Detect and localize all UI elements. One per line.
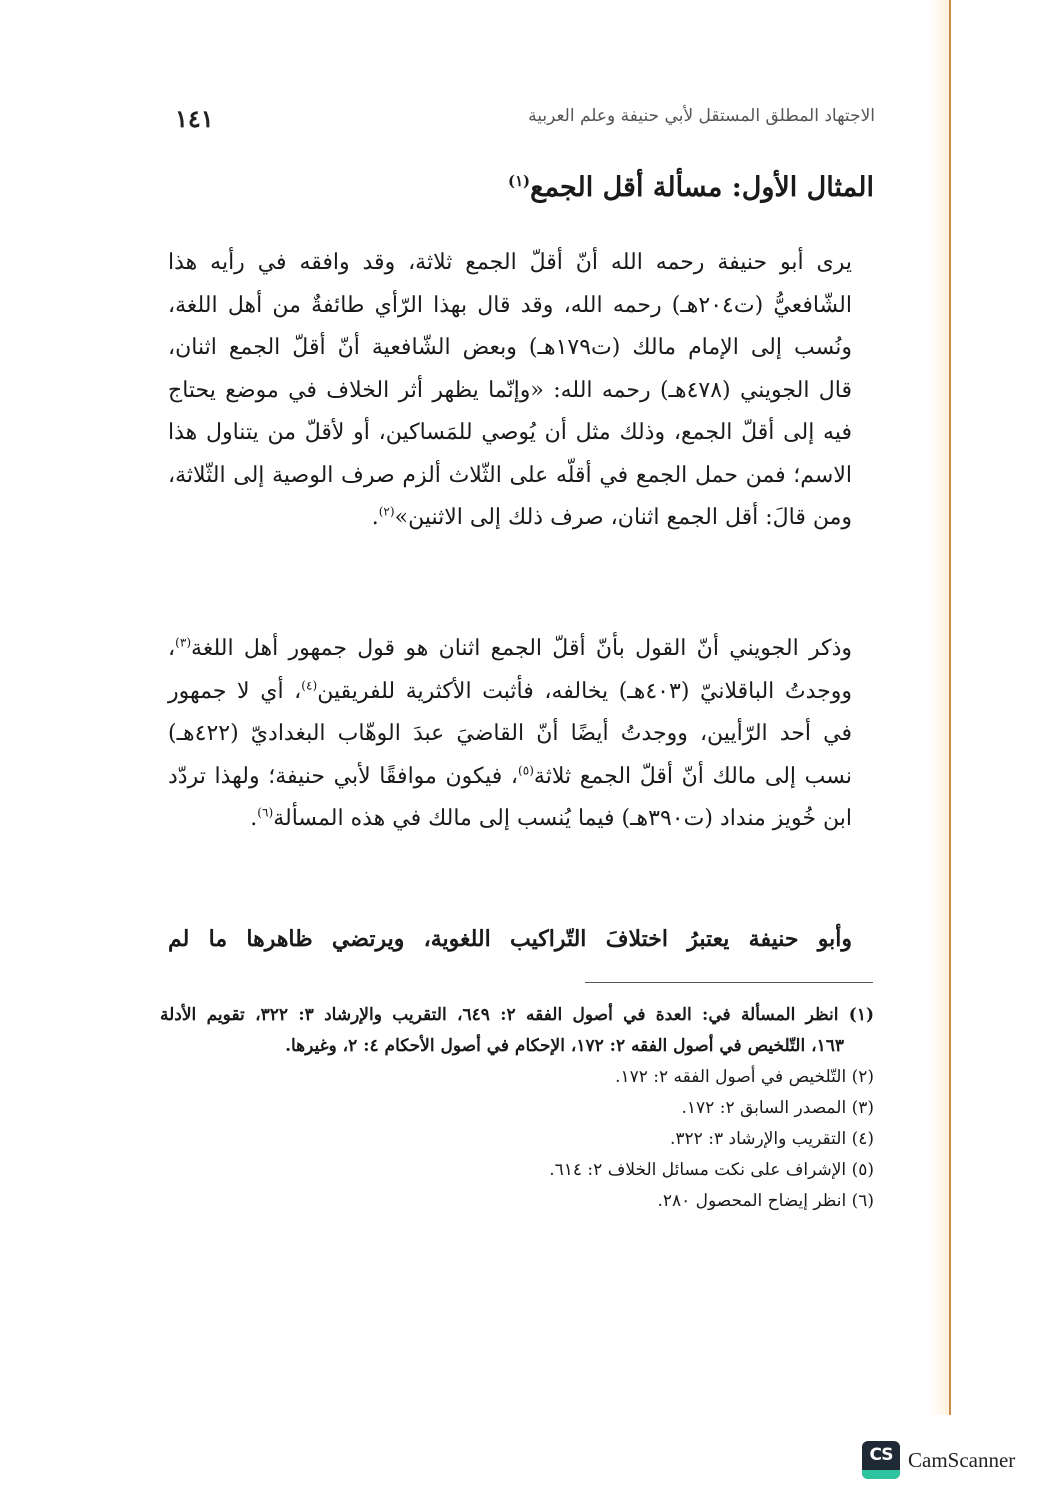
footnote-text: التّلخيص في أصول الفقه ٢: ١٧٢. (615, 1067, 847, 1087)
section-heading (168, 168, 874, 208)
footnote-text: الإشراف على نكت مسائل الخلاف ٢: ٦١٤. (549, 1160, 847, 1180)
footnote-ref: (٥) (517, 763, 534, 778)
footnote-ref: (٢) (378, 504, 395, 519)
paragraph-line: فيه إلى أقلّ الجمع، وذلك مثل أن يُوصي للمَساكين، أو لأقلّ من يتناول هذا (168, 420, 852, 445)
paragraph-2 (168, 628, 874, 841)
line-text: نسب إلى مالك أنّ أقلّ الجمع ثلاثة (533, 763, 852, 789)
footnote-number: (٥) (851, 1160, 874, 1180)
line-text: ومن قالَ: أقل الجمع اثنان، صرف ذلك إلى الاثنين» (394, 505, 852, 530)
running-title: الاجتهاد المطلق المستقل لأبي حنيفة وعلم العربية (528, 106, 875, 126)
footnote-number: (٤) (851, 1129, 874, 1149)
paragraph-line (168, 628, 874, 671)
footnote-number: (١) (848, 1005, 875, 1025)
footnote-number: (٣) (851, 1098, 874, 1118)
paragraph-1 (168, 242, 874, 540)
paragraph-line: الشّافعيُّ (ت٢٠٤هـ) رحمه الله، وقد قال بهذا الرّأي طائفةٌ من أهل اللغة، (168, 292, 852, 318)
paragraph-line (168, 756, 874, 799)
page-edge-line (949, 0, 951, 1415)
footnote-separator (585, 982, 873, 983)
page-edge-shadow (930, 0, 949, 1415)
line-text: وذكر الجويني أنّ القول بأنّ أقلّ الجمع اثنان هو قول جمهور أهل اللغة (191, 636, 852, 661)
footnote-5 (160, 1155, 874, 1186)
footnote-ref: (١) (508, 172, 531, 190)
paragraph-line: قال الجويني (٤٧٨هـ) رحمه الله: «وإنّما يظهر أثر الخلاف في موضع يحتاج (168, 377, 852, 403)
footnote-ref: (٦) (257, 805, 274, 820)
paragraph-3 (168, 918, 874, 961)
footnote-1-continued: ١٦٣، التّلخيص في أصول الفقه ٢: ١٧٢، الإحكام في أصول الأحكام ٤: ٢، وغيرها. (285, 1036, 844, 1056)
paragraph-line: في أحد الرّأيين، ووجدتُ أيضًا أنّ القاضيَ عبدَ الوهّاب البغداديّ (٤٢٢هـ) (168, 721, 852, 746)
line-text: ابن خُويز منداد (ت٣٩٠هـ) فيما يُنسب إلى مالك في هذه المسألة (273, 806, 852, 831)
footnote-6 (160, 1186, 874, 1217)
page-number: ١٤١ (175, 104, 214, 133)
footnote-text: التقريب والإرشاد ٣: ٣٢٢. (670, 1129, 847, 1149)
footnote-1 (160, 1000, 874, 1031)
line-text: ، أي لا جمهور (168, 678, 302, 704)
footnote-text: انظر المسألة في: العدة في أصول الفقه ٢: ٦٤٩، التقريب والإرشاد ٣: ٣٢٢، تقويم الأدلة (160, 1005, 839, 1025)
footnote-3 (160, 1093, 874, 1124)
line-suffix: . (250, 806, 258, 831)
footnote-number: (٦) (851, 1191, 874, 1211)
camscanner-watermark (862, 1442, 1015, 1478)
footnotes (160, 1000, 874, 1217)
paragraph-line: وأبو حنيفة يعتبرُ اختلافَ التّراكيب اللغوية، ويرتضي ظاهرها ما لم (168, 926, 852, 952)
logo-text: CS (869, 1445, 893, 1465)
paragraph-line (168, 671, 874, 714)
footnote-number: (٢) (851, 1067, 874, 1087)
footnote-ref: (٣) (175, 635, 192, 650)
line-text: ووجدتُ الباقلانيّ (٤٠٣هـ) يخالفه، فأثبت الأكثرية للفريقين (317, 678, 852, 704)
logo-accent-bar (862, 1470, 900, 1479)
camscanner-logo-icon (862, 1441, 900, 1479)
footnote-ref: (٤) (301, 678, 318, 693)
running-head (175, 104, 875, 140)
footnote-2 (160, 1062, 874, 1093)
paragraph-line: الاسم؛ فمن حمل الجمع في أقلّه على الثّلاث ألزم صرف الوصية إلى الثّلاثة، (168, 462, 852, 488)
watermark-name: CamScanner (908, 1447, 1016, 1472)
paragraph-line: ونُسب إلى الإمام مالك (ت١٧٩هـ) وبعض الشّافعية أنّ أقلّ الجمع اثنان، (168, 335, 852, 360)
line-suffix: ، (168, 636, 176, 661)
paragraph-line (168, 497, 874, 540)
footnote-text: المصدر السابق ٢: ١٧٢. (681, 1098, 847, 1118)
footnote-4 (160, 1124, 874, 1155)
paragraph-line (168, 798, 874, 841)
footnote-text: انظر إيضاح المحصول ٢٨٠. (657, 1191, 847, 1211)
line-text: ، فيكون موافقًا لأبي حنيفة؛ ولهذا تردّد (168, 763, 518, 789)
line-suffix: . (371, 505, 379, 530)
heading-text: المثال الأول: مسألة أقل الجمع (530, 172, 874, 203)
paragraph-line: يرى أبو حنيفة رحمه الله أنّ أقلّ الجمع ثلاثة، وقد وافقه في رأيه هذا (168, 250, 852, 275)
